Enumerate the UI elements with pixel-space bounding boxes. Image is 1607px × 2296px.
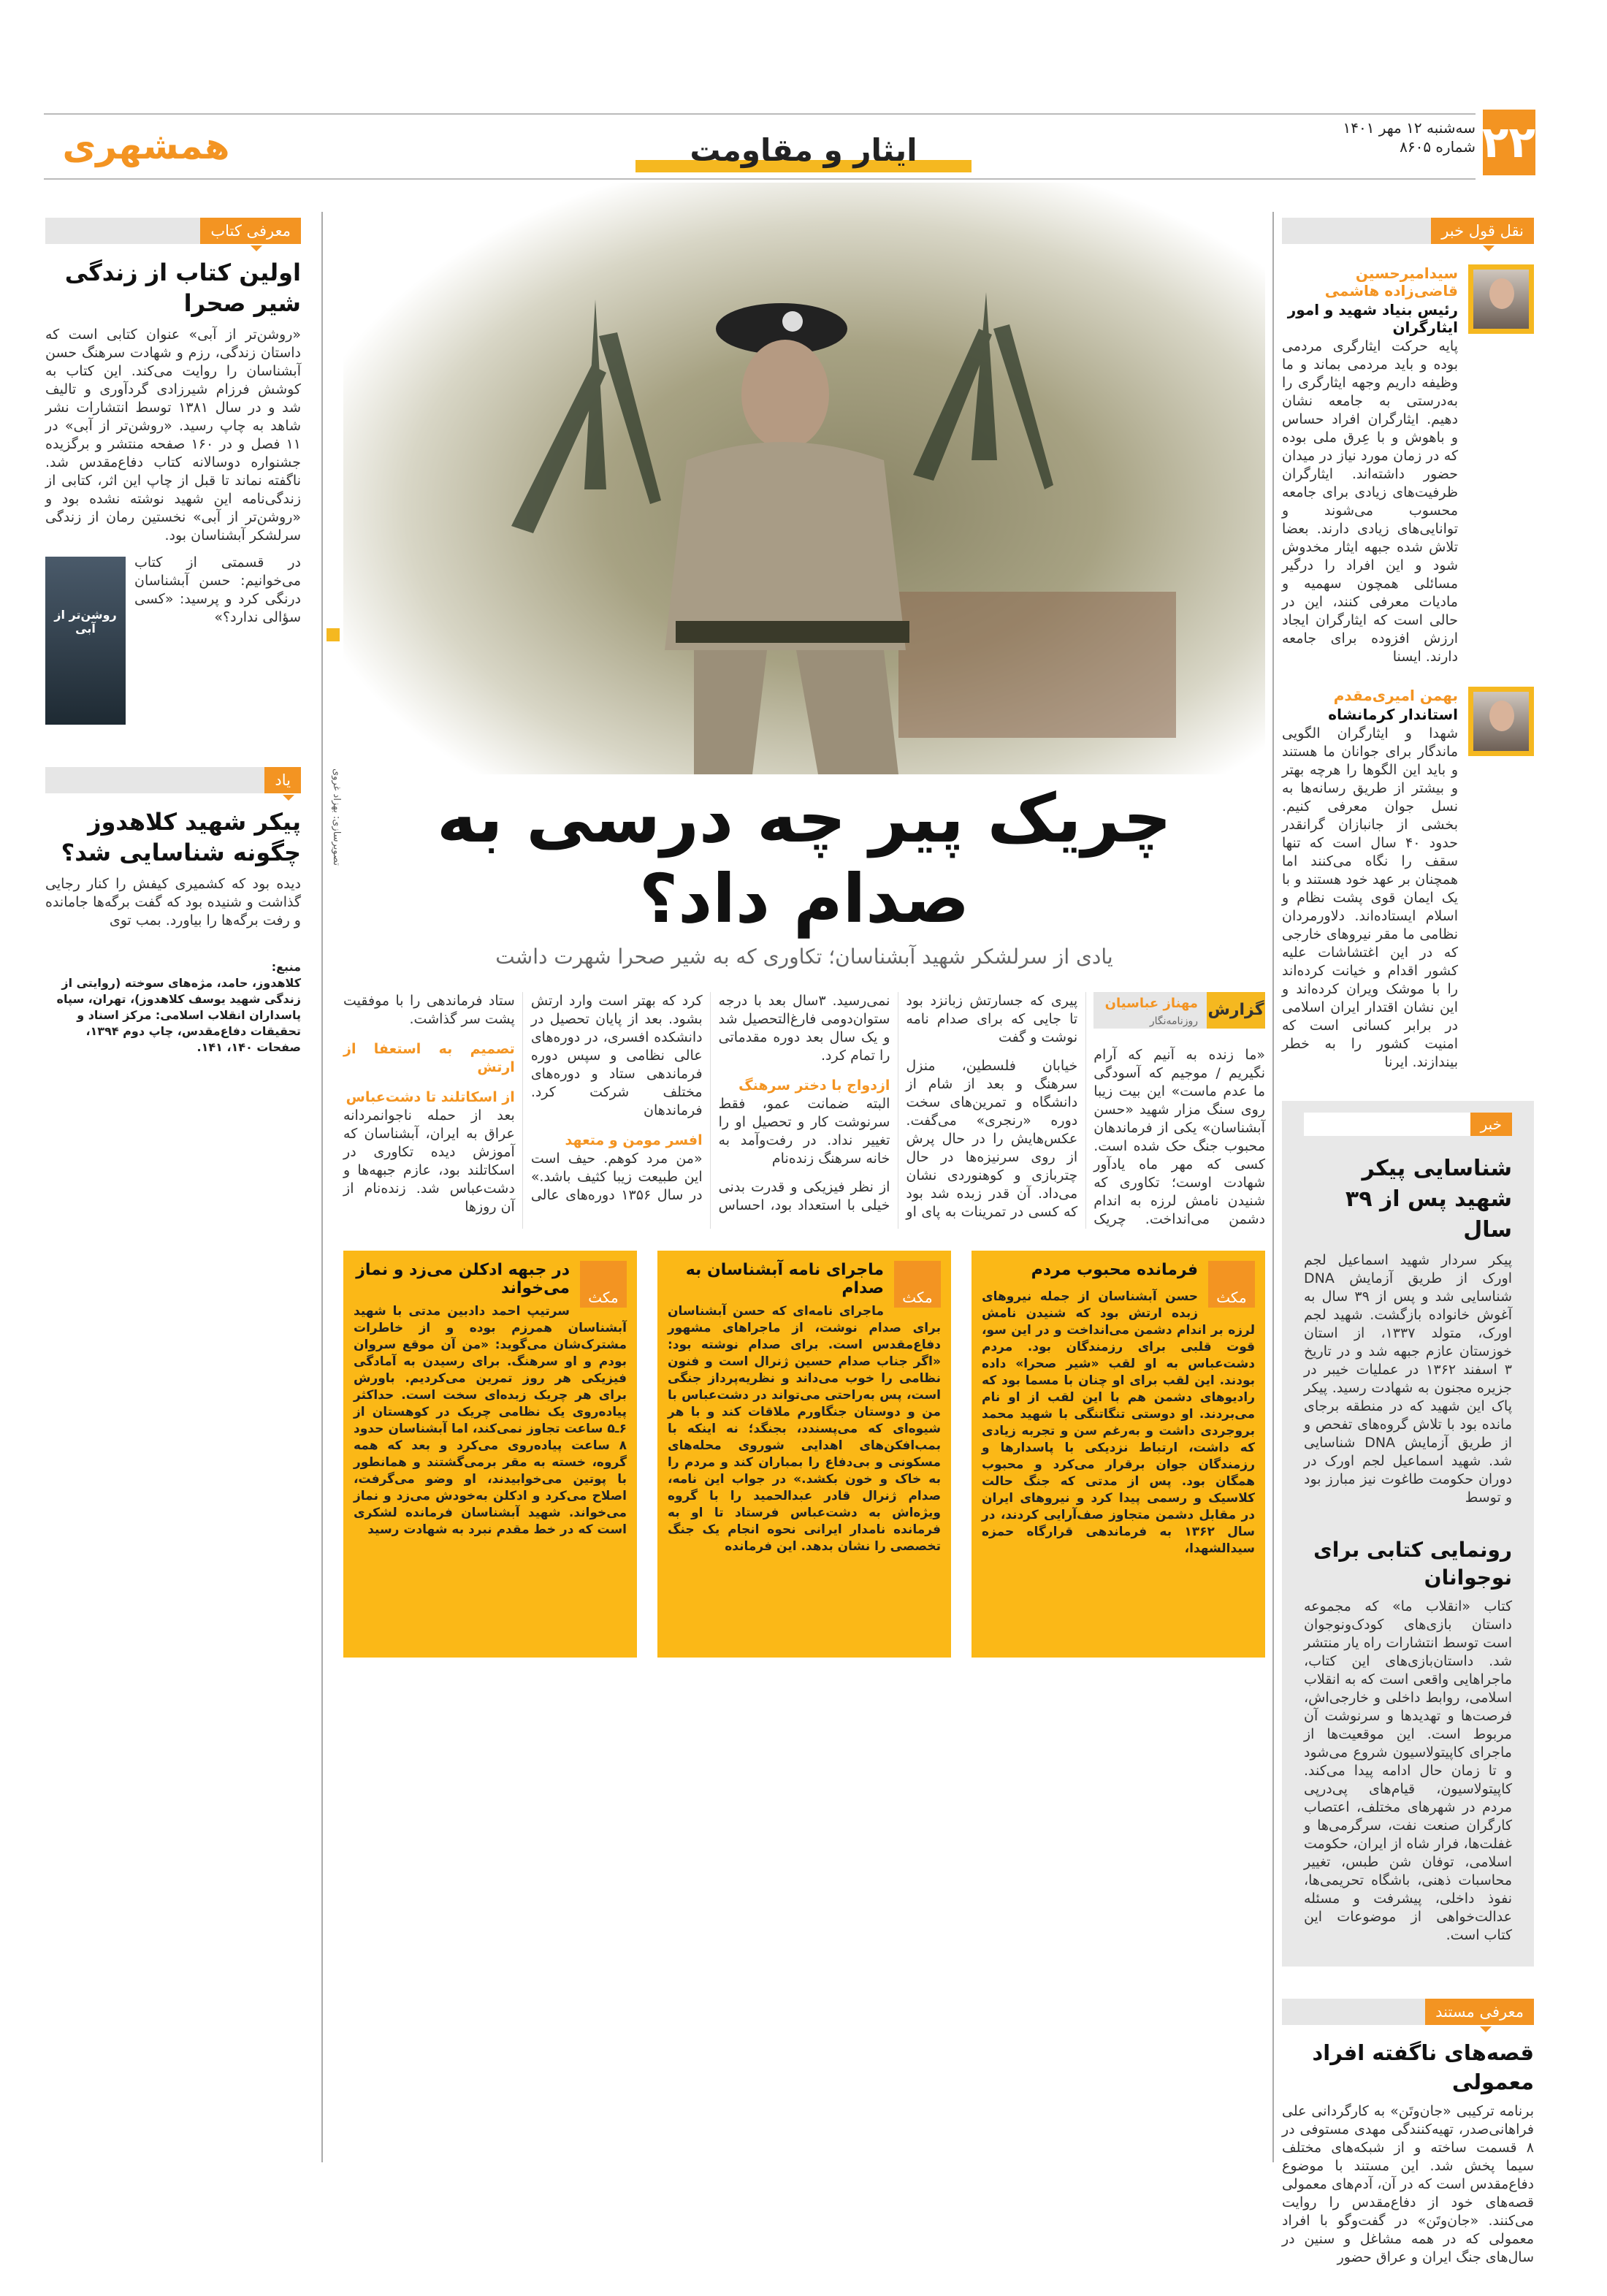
box-title: فرمانده محبوب مردم — [1031, 1261, 1198, 1279]
sidebar-box-letter-to-saddam — [657, 1251, 951, 1658]
news-header — [1304, 1113, 1512, 1136]
source-text: کلاهدوز، حامد، مژه‌های سوخته (روایتی از زندگی شهید یوسف کلاهدوز)، تهران، سپاه پاسداران انقلاب اسلامی: مرکز اسناد و تحقیقات دفاع‌مقدس، چاپ دوم ۱۳۹۴، صفحات ۱۴۰، ۱۴۱. — [56, 976, 301, 1054]
documentary-section-tag: معرفی مستند — [1425, 1999, 1534, 2025]
quote-role: رئیس بنیاد شهید و امور ایثارگران — [1287, 301, 1458, 336]
quote-item — [1282, 264, 1534, 666]
newspaper-logo: همشهری — [62, 125, 230, 167]
documentary-title: قصه‌های ناگفته افراد معمولی — [1312, 2040, 1534, 2094]
book-cover-image — [45, 557, 126, 725]
author-role: روزنامه‌نگار — [1149, 1015, 1198, 1027]
page-number: ۲۲ — [1483, 110, 1535, 175]
quote-item — [1282, 687, 1534, 1072]
documentary-section-header — [1282, 1999, 1534, 2025]
documentary-text: برنامه ترکیبی «جان‌وتَن» به کارگردانی علی فراهانی‌صدر، تهیه‌کنندگی مهدی مستوفی در ۸ قسمت ساخته و از شبکه‌های مختلف سیما پخش شد. این مستند با موضوع دفاع‌مقدس است که در آن، آدم‌های معمولی قصه‌های خود از دفاع‌مقدس را روایت می‌کنند. «جان‌وتَن» در گفت‌وگو با افراد معمولی که در همه مشاغل و سنین در سال‌های جنگ ایران و عراق حضور — [1282, 2103, 1534, 2265]
quote-portrait-avatar — [1468, 687, 1534, 756]
header-bottom-rule — [44, 178, 1476, 180]
article-subheading: ازدواج با دختر سرهنگ — [738, 1078, 890, 1094]
photo-credit: تصویرسازی: بهزاد غروی — [331, 768, 342, 866]
quotes-section-header — [1282, 218, 1534, 244]
sidebar-box-beloved-commander — [972, 1251, 1265, 1658]
book-title: اولین کتاب از زندگی شیر صحرا — [64, 259, 301, 317]
memory-section-header — [45, 767, 301, 793]
issue-date: سه‌شنبه ۱۲ مهر ۱۴۰۱ — [1343, 119, 1476, 137]
box-title: ماجرای نامه آبشناسان به صدام — [685, 1261, 884, 1297]
article-paragraph: بعد از حمله ناجوانمردانه عراق به ایران، آبشناسان که آموزش دیده تکاوری در اسکاتلند بود، عازم جبهه‌ها و دشت‌عباس شد. زنده‌نام از آن روزها — [343, 1107, 515, 1215]
main-subtitle: یادی از سرلشکر شهید آبشناسان؛ تکاوری که به شیر صحرا شهرت داشت — [495, 945, 1113, 969]
quotes-section-tag: نقل قول خبر — [1431, 218, 1534, 244]
memory-title: پیکر شهید کلاهدوز چگونه شناسایی شد؟ — [61, 808, 301, 866]
section-title: ایثار و مقاومت — [635, 131, 972, 172]
memory-text: دیده بود که کشمیری کیفش را کنار رجایی گذاشت و شنیده بود که گفت برگه‌ها جامانده و رفت برگه‌ها را بیاورد. بمب توی — [45, 876, 301, 928]
article-paragraph: البته ضمانت عمو، فقط سرنوشت کار و تحصیل او را تغییر نداد. در رفت‌وآمد به خانه سرهنگ زنده‌نام — [718, 1096, 890, 1167]
sidebar-boxes-row — [343, 1251, 1265, 1658]
right-column — [1282, 218, 1534, 2267]
memory-source — [45, 959, 301, 1056]
credit-marker — [327, 628, 340, 641]
issue-number: شماره ۸۶۰۵ — [1400, 138, 1476, 156]
news-tag: خبر — [1470, 1113, 1512, 1136]
quote-role: استاندار کرمانشاه — [1328, 706, 1458, 723]
box-tag: مکث — [1208, 1261, 1255, 1308]
book-text: «روشن‌تر از آبی» عنوان کتابی است که داستان زندگی، رزم و شهادت سرهنگ حسن آبشناسان را روایت می‌کند. این کتاب به کوشش فرزام شیرزادی گردآوری و تالیف شد و در سال ۱۳۸۱ توسط انتشارات نشر شاهد به چاپ رسید. «روشن‌تر از آبی» در ۱۱ فصل و در ۱۶۰ صفحه منتشر و برگزیده جشنواره دوسالانه کتاب دفاع‌مقدس شد. ناگفته نماند تا قبل از چاپ این اثر، کتابی از زندگی‌نامه این شهید نوشته نشده بود و «روشن‌تر از آبی» نخستین رمان از زندگی سرلشکر آبشناسان بود. — [45, 327, 301, 544]
report-kicker: گزارش — [1207, 992, 1265, 1029]
book-excerpt: در قسمتی از کتاب می‌خوانیم: حسن آبشناسان درنگی کرد و پرسید: «کسی سؤالی ندارد؟» — [134, 554, 301, 625]
quote-name: سیدامیرحسین قاضی‌زاده هاشمی — [1324, 264, 1458, 300]
left-column — [45, 218, 301, 1056]
article-paragraph: خیابان فلسطین، منزل سرهنگ و بعد از شام از دانشگاه و تمرین‌های سخت دوره «رنجری» می‌گفت. عکس‌هایش را در حال پرش از روی سرنیزه‌ها در حال چتربازی و کوهنوردی نشان می‌داد. آن قدر زبده شد بود که کسی در تمرینات به پای او نمی‌رسید. ۳سال بعد با درجه ستوان‌دومی فارغ‌التحصیل شد و یک سال بعد دوره مقدماتی را تمام کرد. — [718, 993, 1078, 1220]
box-text: حسن آبشناسان از جمله نیروهای زبده ارتش بود که شنیدن نامش لرزه بر اندام دشمن می‌انداخت و در این سو، قوت قلبی برای رزمندگان بود. مردم دشت‌عباس به او لقب «شیر صحرا» داده بودند. این لقب برای او چنان با مسما بود که رادیوهای دشمن هم با این لقب از او نام می‌بردند. او دوستی تنگاتنگی با شهید محمد بروجردی داشت و به‌رغم سن و تجربه زیادی که داشت، ارتباط نزدیکی با پاسدارها و رزمندگان جوان برقرار می‌کرد و محبوب همگان بود. پس از مدتی که جنگ حالت کلاسیک و رسمی پیدا کرد و نیروهای ایران در مقابل دشمن متجاوز صف‌آرایی کردند، در سال ۱۳۶۲ به فرماندهی قرارگاه حمزه سیدالشهدا، — [982, 1289, 1255, 1556]
source-label: منبع: — [271, 960, 301, 974]
quote-portrait-avatar — [1468, 264, 1534, 334]
quote-text: شهدا و ایثارگران الگویی ماندگار برای جوانان ما هستند و باید این الگوها را هرچه بهتر و بیشتر از طریق رسانه‌ها به نسل جوان معرفی کنیم. بخشی از جانبازان گرانقدر حدود ۴۰ سال است که تنها سقف را نگاه می‌کنند اما همچنان بر عهد خود هستند و با یک ایمان قوی پشت نظام و اسلام ایستاده‌اند. دلاورمردان نظامی ما مقر نیروهای خارجی که در این اغتشاشات علیه کشور اقدام و خیانت کرده‌اند را با موشک ویران کرده‌اند و این نشان اقتدار ایران اسلامی در برابر کسانی است که امنیت کشور را به خطر بیندازند. ایرنا — [1282, 725, 1459, 1070]
author-name: مهناز عباسیان — [1104, 996, 1198, 1011]
hero-illustration — [343, 183, 1265, 774]
column-divider — [1272, 212, 1274, 2162]
article-paragraph: «من مرد کوهم. حیف است این طبیعت زیبا کثیف باشد.» در سال ۱۳۵۶ دوره‌های عالی ستاد فرماندهی را با موفقیت پشت سر گذاشت. — [343, 993, 703, 1203]
news-text: کتاب «انقلاب ما» که مجموعه داستان بازی‌های کودک‌ونوجوان است توسط انتشارات راه یار منتشر شد. داستان‌بازی‌های این کتاب، ماجراهایی واقعی است که به انقلاب اسلامی، روابط داخلی و خارجی‌اش، فرصت‌ها و تهدیدها و سرنوشت آن مربوط است. این موقعیت‌ها از ماجرای کاپیتولاسیون شروع می‌شود و تا زمان حال ادامه پیدا می‌کند. کاپیتولاسیون، قیام‌های پی‌درپی مردم در شهرهای مختلف، اعتصاب کارگران صنعت نفت، سرگرمی‌ها و غفلت‌ها، فرار شاه از ایران، حکومت اسلامی، توفان شن طبس، تغییر محاسبات ذهنی، باشگاه تحریمی‌ها، نفوذ داخلی، پیشرفت و مسئله عدالت‌خواهی از موضوعات این کتاب است. — [1304, 1598, 1512, 1943]
box-text: ماجرای نامه‌ای که حسن آبشناسان برای صدام نوشت، از ماجراهای مشهور دفاع‌مقدس است. برای صدام نوشته بود: «اگر جناب صدام حسین ژنرال است و فنون نظامی را خوب می‌داند و نظریه‌پرداز جنگی است، پس به‌راحتی می‌تواند در دشت‌عباس با من و دوستان جنگاورم ملاقات کند و با هر شیوه‌ای که می‌پسندد، بجنگد؛ نه اینکه با بمب‌افکن‌های اهدایی شوروی محله‌های مسکونی و بی‌دفاع را بمباران کند و مردم را به خاک و خون بکشد.» در جواب این نامه، صدام ژنرال قادر عبدالحمید را با گروه ویژه‌اش به دشت‌عباس فرستاد تا او به فرمانده نامدار ایرانی نحوه انجام یک جنگ تخصصی را نشان بدهد. این فرمانده — [668, 1304, 941, 1554]
news-title: شناسایی پیکر شهید پس از ۳۹ سال — [1345, 1156, 1512, 1243]
column-divider — [321, 212, 323, 2162]
report-byline — [1093, 992, 1265, 1029]
issue-info — [1289, 118, 1476, 156]
main-article-body — [343, 992, 1265, 1229]
soldier-illustration-icon — [343, 183, 1265, 774]
article-subheading: تصمیم به استعفا از ارتش — [343, 1041, 515, 1075]
memory-section-tag: یاد — [264, 767, 301, 793]
sidebar-box-cologne-and-prayer — [343, 1251, 637, 1658]
book-section-header — [45, 218, 301, 244]
book-section-tag: معرفی کتاب — [200, 218, 301, 244]
center-column — [343, 183, 1265, 1658]
box-tag: مکث — [580, 1261, 627, 1308]
news-text: پیکر سردار شهید اسماعیل لجم اورک از طریق آزمایش DNA شناسایی شد و پس از ۳۹ سال به آغوش خانواده بازگشت. شهید لجم اورک، متولد ۱۳۳۷، از استان خوزستان عازم جبهه شد و در تاریخ ۳ اسفند ۱۳۶۲ در عملیات خیبر در جزیره مجنون به شهادت رسید. پیکر پاک این شهید که در منطقه برجای مانده بود با تلاش گروه‌های تفحص و از طریق آزمایش DNA شناسایی شد. شهید اسماعیل لجم اورک در دوران حکومت طاغوت نیز مبارز بود و توسط — [1304, 1252, 1512, 1506]
article-paragraph: «ما زنده به آنیم که آرام نگیریم / موجیم که آسودگی ما عدم ماست» این بیت زیبا روی سنگ مزار شهید «حسن آبشناسان» یکی از فرماندهان محبوب جنگ حک شده است. کسی که مهر ماه یادآور شهادت اوست؛ تکاوری که شنیدن نامش لرزه به اندام دشمن می‌انداخت. چریک پیری که جسارتش زبانزد بود تا جایی که برای صدام نامه نوشت و گفت — [906, 993, 1265, 1227]
article-paragraph: از نظر فیزیکی و قدرت بدنی خیلی با استعداد بود، احساس کرد که بهتر است وارد ارتش بشود. بعد از پایان تحصیل در دانشکده افسری، در دوره‌های عالی نظامی و سپس دوره فرماندهی ستاد و دوره‌های مختلف شرکت کرد. فرماندهان — [530, 993, 890, 1213]
news-box — [1282, 1101, 1534, 1967]
news-title: رونمایی کتابی برای نوجوانان — [1313, 1538, 1512, 1590]
box-tag: مکث — [894, 1261, 941, 1308]
quote-name: بهمن امیری‌مقدم — [1333, 687, 1458, 704]
header-top-rule — [44, 113, 1476, 115]
main-headline: چریک پیر چه درسی به صدام داد؟ — [437, 779, 1172, 938]
box-title: در جبهه ادکلن می‌زد و نماز می‌خواند — [356, 1261, 570, 1297]
quote-text: پایه حرکت ایثارگری مردمی بوده و باید مردمی بماند و ما وظیفه داریم وجهه ایثارگری را به‌درستی به جامعه نشان دهیم. ایثارگران افراد حساس و باهوش و با عِرق ملی بوده که در زمان مورد نیاز در میدان حضور داشته‌اند. ایثارگران ظرفیت‌های زیادی برای جامعه محسوب می‌شوند و توانایی‌های زیادی دارند. بعضا تلاش شده جبهه ایثار مخدوش شود و این افراد را درگیر مسائلی همچون سهمیه و مادیات معرفی کنند، این در حالی است که ایثارگران ایجاد ارزش افزوده برای جامعه دارند. ایسنا — [1282, 338, 1458, 665]
book-cover-title: روشن‌تر از آبی — [54, 608, 117, 636]
box-text: سرتیپ احمد دادبین مدتی با شهید آبشناسان همرزم بوده و از خاطرات مشترک‌شان می‌گوید: «من آن موقع سروان بودم و او سرهنگ. برای رسیدن به آمادگی فیزیکی هر روز تمرین می‌کردیم. باورش برای هر چریک زبده‌ای سخت است. حداکثر پیاده‌روی یک نظامی چریک در کوهستان از ۶ـ۵ ساعت تجاوز نمی‌کند، اما آبشناسان حدود ۸ ساعت پیاده‌روی می‌کرد و بعد که همه گروه، خسته به مقر برمی‌گشتند و همانطور با پوتین می‌خوابیدند، او وضو می‌گرفت، اصلاح می‌کرد و ادکلن به‌خودش می‌زد و نماز می‌خواند. شهید آبشناسان فرمانده لشکری است که در خط مقدم نبرد به شهادت رسید — [354, 1304, 627, 1537]
article-subheading: از اسکاتلند تا دشت‌عباس — [346, 1089, 515, 1105]
book-excerpt-block — [45, 554, 301, 731]
article-subheading: افسر مومن و متعهد — [565, 1132, 703, 1148]
